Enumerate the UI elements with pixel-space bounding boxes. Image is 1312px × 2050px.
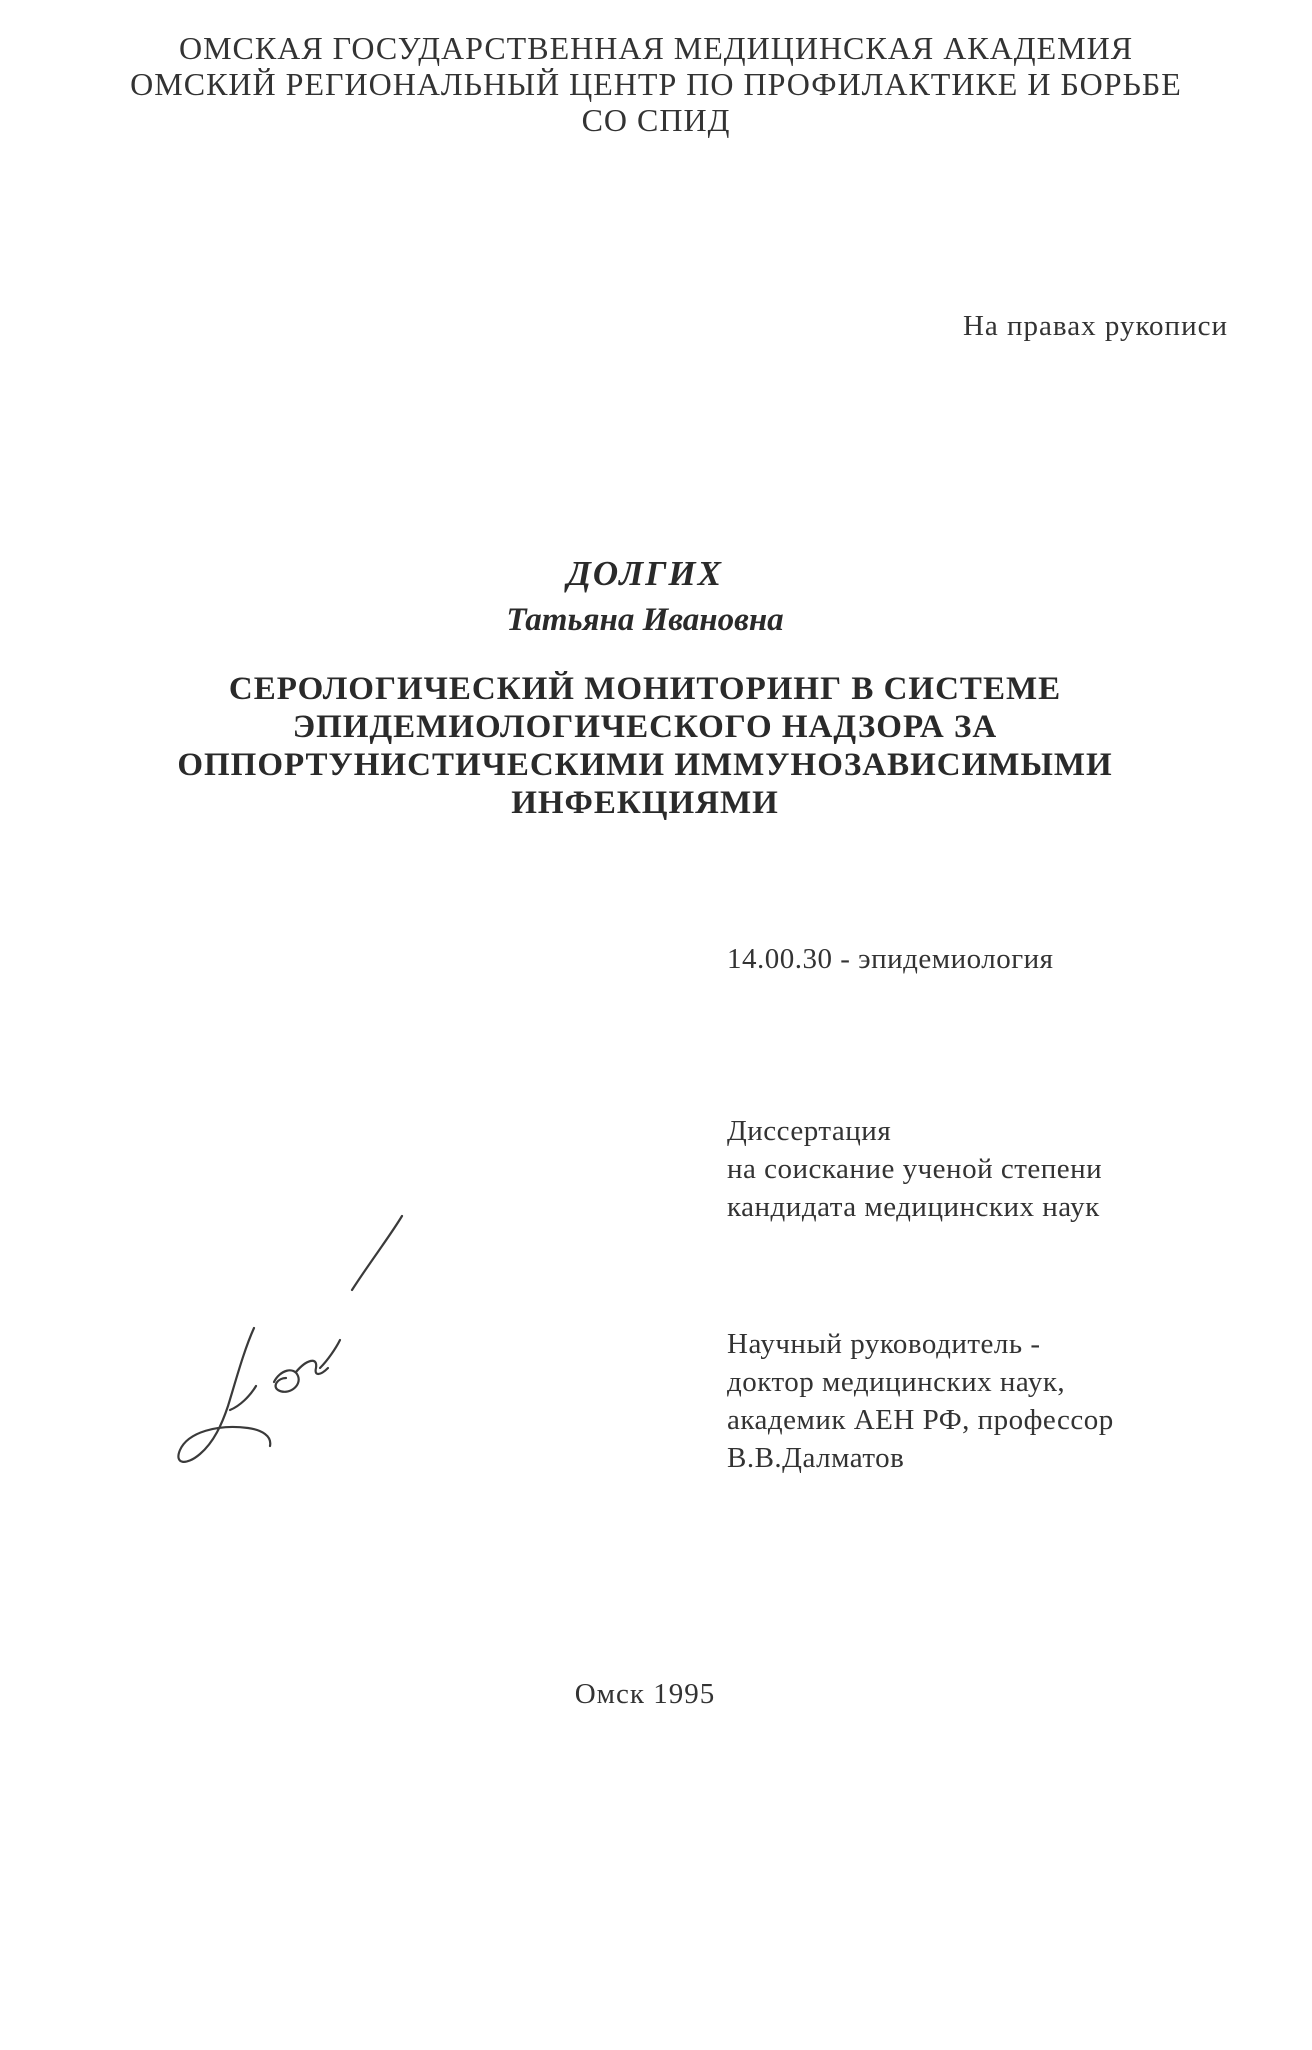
degree-line: на соискание ученой степени — [727, 1153, 1103, 1185]
dissertation-title — [0, 670, 1290, 822]
title-line: ОППОРТУНИСТИЧЕСКИМИ ИММУНОЗАВИСИМЫМИ — [177, 747, 1113, 783]
institution-line-1: ОМСКАЯ ГОСУДАРСТВЕННАЯ МЕДИЦИНСКАЯ АКАДЕМИЯ — [178, 30, 1134, 66]
institution-header — [0, 30, 1312, 138]
specialty-code: 14.00.30 - эпидемиология — [727, 943, 1054, 975]
author-given-names: Татьяна Ивановна — [506, 602, 784, 638]
degree-line: Диссертация — [727, 1115, 892, 1147]
title-line: ЭПИДЕМИОЛОГИЧЕСКОГО НАДЗОРА ЗА — [292, 709, 998, 745]
institution-line-3: СО СПИД — [581, 102, 731, 138]
institution-line-2: ОМСКИЙ РЕГИОНАЛЬНЫЙ ЦЕНТР ПО ПРОФИЛАКТИКЕ И БОРЬБЕ — [130, 66, 1182, 102]
scientific-advisor — [727, 1325, 1114, 1477]
degree-line: кандидата медицинских наук — [727, 1191, 1100, 1223]
title-line: ИНФЕКЦИЯМИ — [511, 785, 779, 821]
advisor-line: академик АЕН РФ, профессор — [727, 1404, 1114, 1436]
degree-statement — [727, 1112, 1102, 1226]
author-surname: ДОЛГИХ — [566, 554, 724, 593]
city-year: Омск 1995 — [574, 1678, 716, 1710]
signature-icon — [170, 1210, 430, 1480]
advisor-line: Научный руководитель - — [727, 1328, 1041, 1360]
advisor-name: В.В.Далматов — [727, 1442, 905, 1474]
title-line: СЕРОЛОГИЧЕСКИЙ МОНИТОРИНГ В СИСТЕМЕ — [228, 671, 1062, 707]
manuscript-rights-note: На правах рукописи — [962, 310, 1228, 342]
advisor-line: доктор медицинских наук, — [727, 1366, 1066, 1398]
